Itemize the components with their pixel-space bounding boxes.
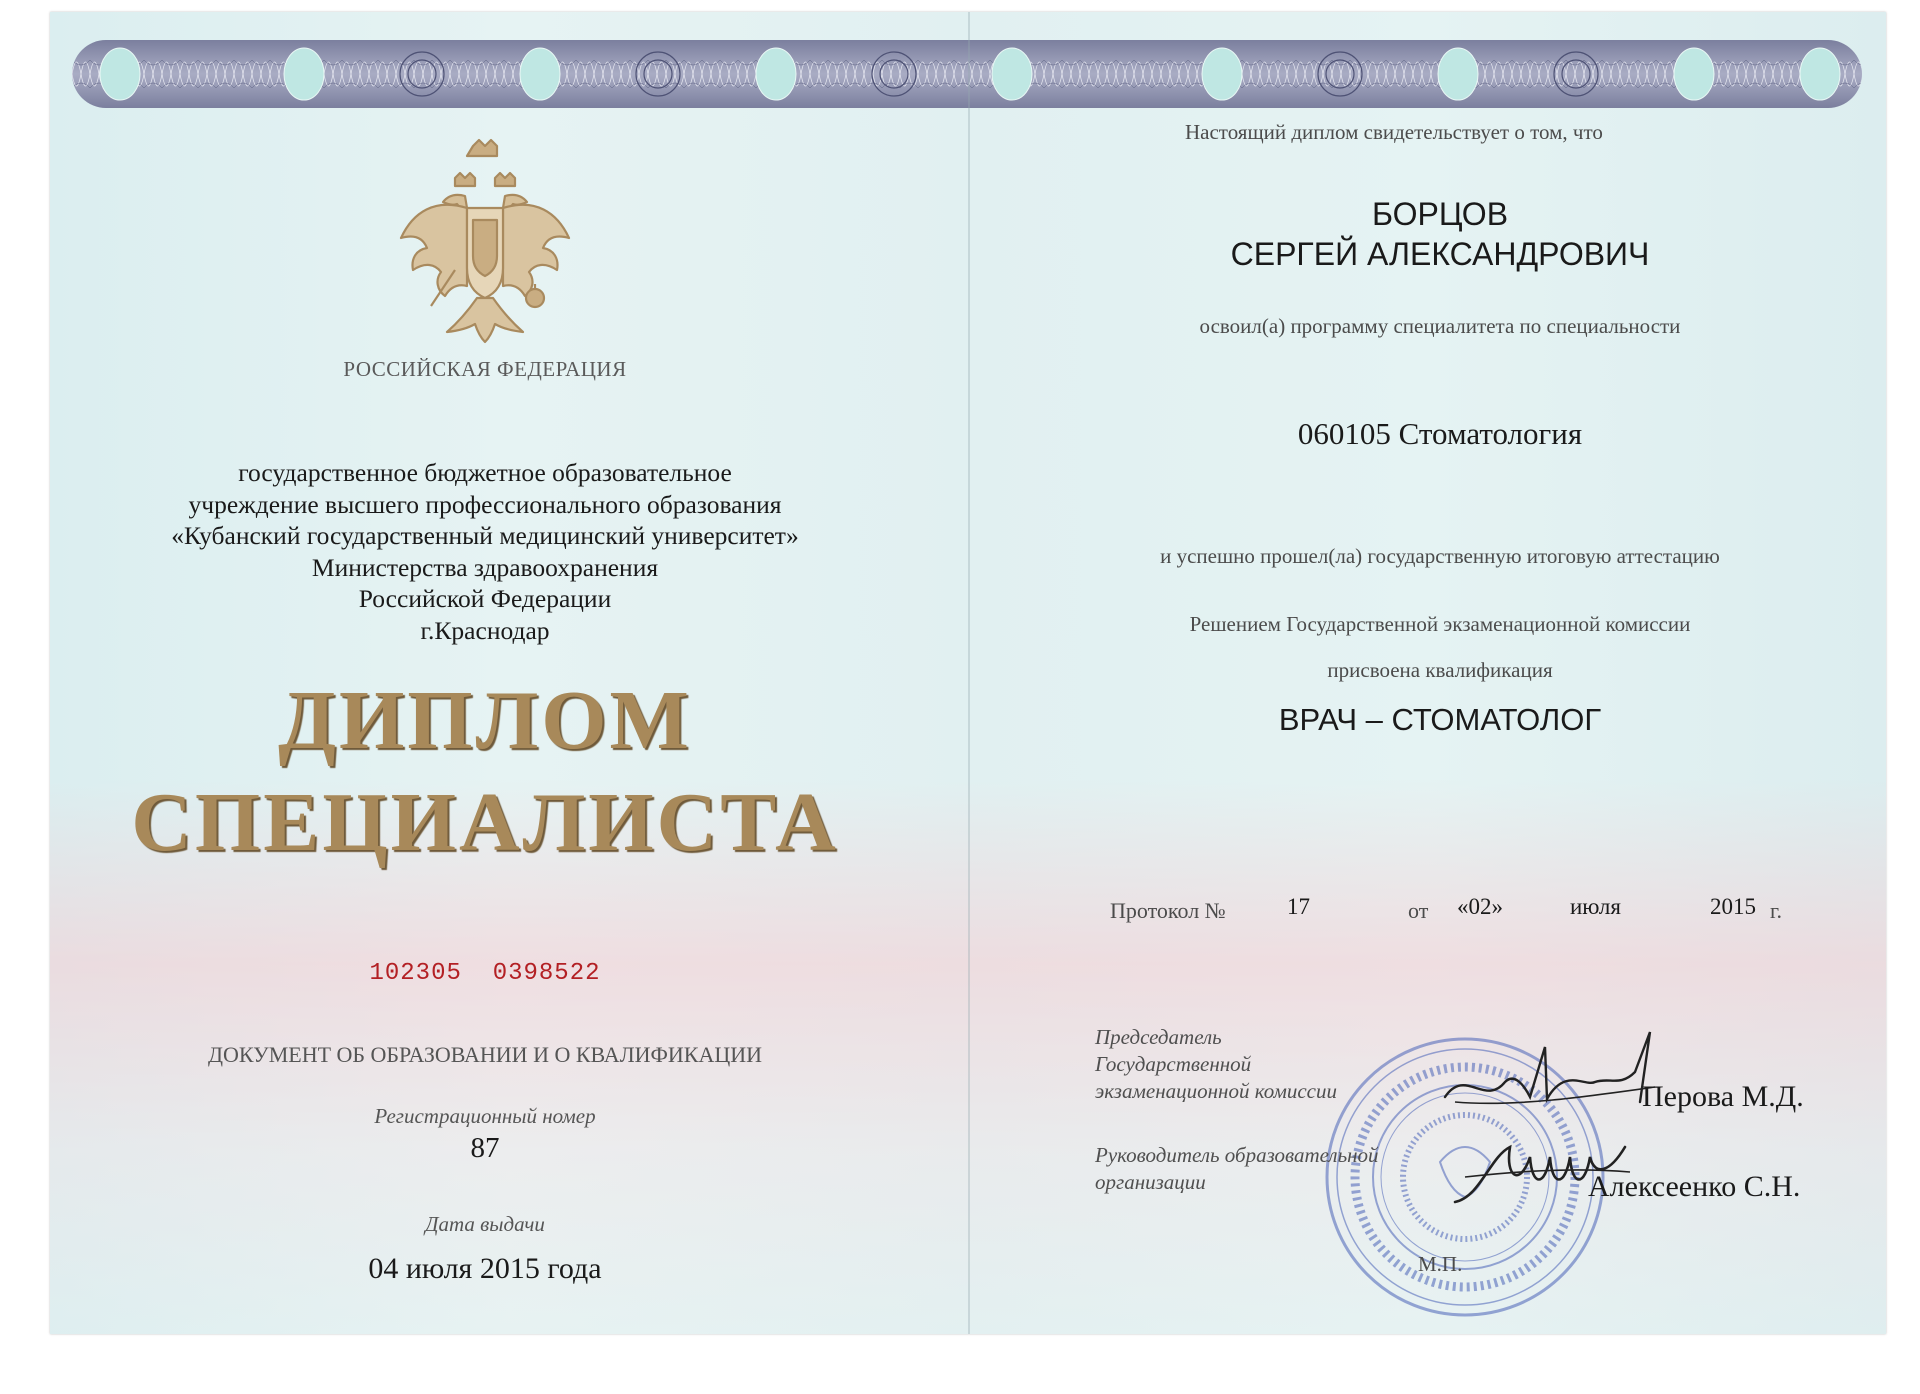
protocol-from-label: от [1408, 898, 1429, 923]
head-name: Алексеенко С.Н. [1588, 1170, 1801, 1203]
chairman-title-line: экзаменационной комиссии [1095, 1079, 1337, 1103]
protocol-day: «02» [1457, 894, 1503, 919]
registration-label: Регистрационный номер [374, 1104, 596, 1128]
holder-name: СЕРГЕЙ АЛЕКСАНДРОВИЧ [1230, 236, 1650, 272]
protocol-year: 2015 [1710, 894, 1756, 919]
protocol-year-suffix: г. [1770, 898, 1783, 923]
qualification: ВРАЧ – СТОМАТОЛОГ [1278, 702, 1602, 737]
institution-line: учреждение высшего профессионального образования [188, 489, 782, 519]
chairman-title [1095, 1024, 1337, 1105]
chairman-name: Перова М.Д. [1642, 1080, 1804, 1113]
commission-decision: Решением Государственной экзаменационной комиссии [1189, 612, 1691, 636]
coat-of-arms [395, 138, 575, 348]
diploma-title-line1: ДИПЛОМ [278, 674, 692, 767]
mastered-text: освоил(а) программу специалитета по специальности [1199, 314, 1681, 338]
head-title-line: организации [1095, 1170, 1206, 1194]
protocol-month: июля [1570, 894, 1621, 919]
stamp-place-label: М.П. [1418, 1252, 1463, 1276]
institution-line: «Кубанский государственный медицинский университет» [171, 521, 799, 550]
protocol-number: 17 [1287, 894, 1310, 919]
passed-text: и успешно прошел(ла) государственную итоговую аттестацию [1160, 544, 1720, 568]
diploma-title-line2: СПЕЦИАЛИСТА [131, 776, 839, 869]
issue-date-label: Дата выдачи [425, 1212, 545, 1236]
institution-line: государственное бюджетное образовательное [238, 458, 732, 487]
intro-text: Настоящий диплом свидетельствует о том, что [1185, 120, 1603, 144]
protocol-label: Протокол № [1110, 898, 1226, 923]
head-title-line: Руководитель образовательной [1095, 1143, 1379, 1167]
diploma-sheet [50, 12, 1886, 1334]
issue-date: 04 июля 2015 года [368, 1252, 602, 1285]
institution-block [110, 457, 860, 646]
chairman-title-line: Государственной [1095, 1052, 1252, 1076]
qualification-assigned-text: присвоена квалификация [1327, 658, 1553, 682]
page-fold [968, 12, 970, 1334]
serial-number: 102305 0398522 [369, 960, 601, 987]
specialty: 060105 Стоматология [1297, 416, 1583, 451]
chairman-title-line: Председатель [1095, 1025, 1222, 1049]
country-name: РОССИЙСКАЯ ФЕДЕРАЦИЯ [343, 357, 627, 381]
registration-number: 87 [470, 1132, 500, 1164]
institution-line: г.Краснодар [420, 615, 550, 645]
guilloche-band [72, 40, 1862, 108]
holder-surname: БОРЦОВ [1371, 196, 1509, 232]
institution-line: Российской Федерации [358, 584, 612, 613]
head-title [1095, 1142, 1379, 1196]
document-type: ДОКУМЕНТ ОБ ОБРАЗОВАНИИ И О КВАЛИФИКАЦИИ [207, 1042, 762, 1067]
institution-line: Министерства здравоохранения [311, 552, 659, 582]
